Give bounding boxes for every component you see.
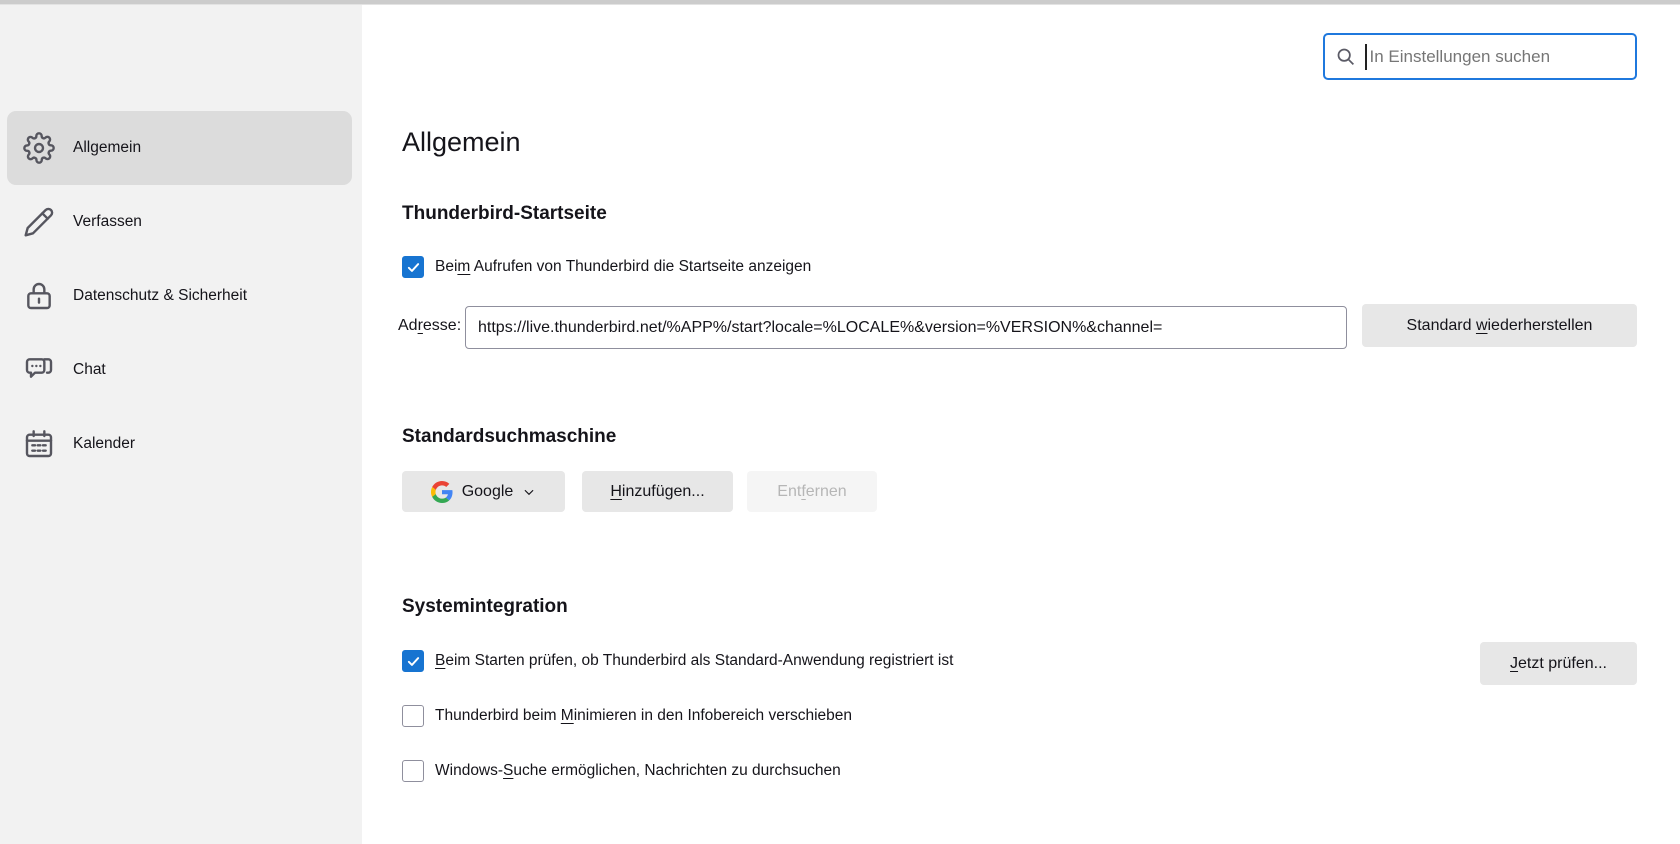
check-now-button[interactable]: Jetzt prüfen...: [1480, 642, 1637, 685]
remove-engine-button[interactable]: Entfernen: [747, 471, 877, 512]
section-title-suchmaschine: Standardsuchmaschine: [402, 426, 617, 447]
restore-default-button[interactable]: Standard wiederherstellen: [1362, 304, 1637, 347]
page-title: Allgemein: [402, 127, 521, 157]
settings-sidebar: [0, 5, 362, 844]
checkbox-row-minimieren: [402, 705, 852, 727]
search-placeholder: In Einstellungen suchen: [1369, 46, 1551, 66]
chat-icon: [22, 353, 56, 387]
sidebar-item-allgemein[interactable]: [7, 111, 352, 185]
chevron-down-icon: [522, 485, 536, 499]
sidebar-item-label: Chat: [73, 361, 106, 378]
sidebar-item-chat[interactable]: [7, 333, 352, 407]
settings-search-input[interactable]: [1323, 33, 1637, 80]
text-caret: [1365, 44, 1367, 70]
settings-main-pane: [362, 5, 1680, 844]
address-label: Adresse:: [398, 317, 462, 334]
sidebar-item-label: Kalender: [73, 435, 136, 452]
checkbox-row-standard-pruefen: [402, 650, 953, 672]
startseite-anzeigen-label: Beim Aufrufen von Thunderbird die Startseite anzeigen: [435, 258, 812, 275]
lock-icon: [22, 279, 56, 313]
startpage-address-input[interactable]: [465, 306, 1347, 349]
startseite-anzeigen-checkbox[interactable]: [402, 256, 424, 278]
sidebar-item-label: Allgemein: [73, 139, 142, 156]
check-icon: [406, 654, 421, 669]
sidebar-item-verfassen[interactable]: [7, 185, 352, 259]
checkbox-row-startseite-anzeigen: [402, 256, 811, 278]
minimize-tray-checkbox[interactable]: [402, 705, 424, 727]
sidebar-item-datenschutz[interactable]: [7, 259, 352, 333]
check-default-checkbox[interactable]: [402, 650, 424, 672]
check-default-label: Beim Starten prüfen, ob Thunderbird als Standard-Anwendung registriert ist: [435, 652, 954, 669]
pencil-icon: [22, 205, 56, 239]
calendar-icon: [22, 427, 56, 461]
sidebar-item-label: Verfassen: [73, 213, 142, 230]
add-engine-button[interactable]: Hinzufügen...: [582, 471, 733, 512]
google-logo-icon: [431, 481, 453, 503]
gear-icon: [22, 131, 56, 165]
checkbox-row-windows-suche: [402, 760, 841, 782]
settings-nav: [0, 111, 362, 481]
search-engine-dropdown[interactable]: [402, 471, 565, 512]
section-title-startseite: Thunderbird-Startseite: [402, 203, 607, 224]
windows-search-label: Windows-Suche ermöglichen, Nachrichten zu durchsuchen: [435, 762, 841, 779]
check-icon: [406, 260, 421, 275]
section-title-systemintegration: Systemintegration: [402, 596, 568, 617]
minimize-tray-label: Thunderbird beim Minimieren in den Infobereich verschieben: [435, 707, 853, 724]
sidebar-item-label: Datenschutz & Sicherheit: [73, 287, 248, 304]
search-icon: [1335, 46, 1356, 67]
selected-engine-label: Google: [461, 482, 514, 500]
sidebar-item-kalender[interactable]: [7, 407, 352, 481]
windows-search-checkbox[interactable]: [402, 760, 424, 782]
